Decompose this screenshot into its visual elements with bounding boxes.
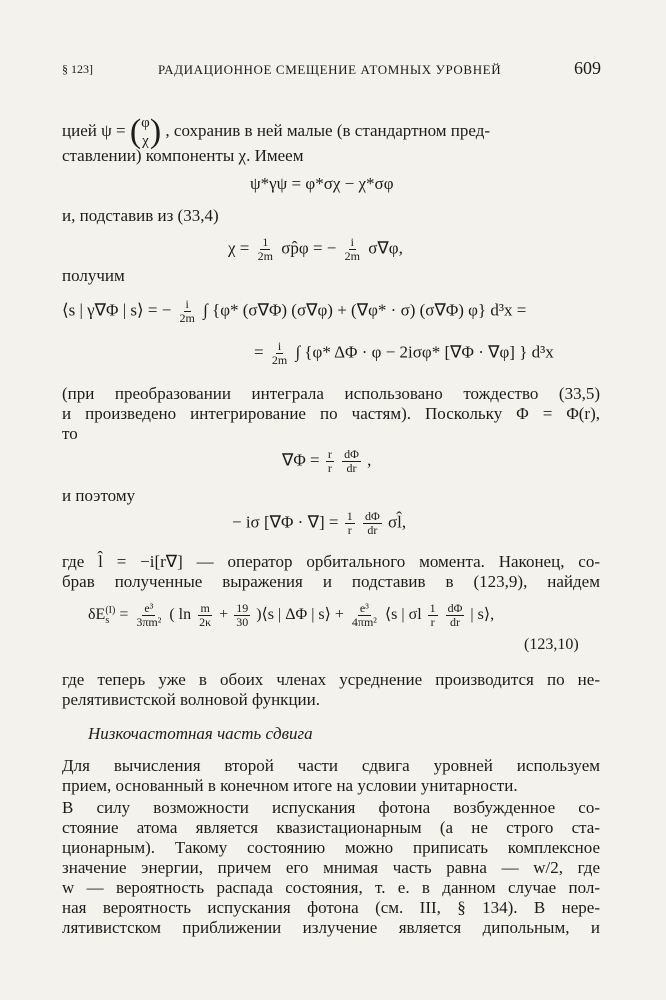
- equation: δE (I) s = $\frac{\text{e³}}{\text{3πm²}}$ ( ln $\frac{m}{2\kappa}$ + $\frac{19}{30}$ )⟨s | ΔΦ | s⟩ + $\frac{\text{e³}}{\text{4πm²}}$ ⟨s | σl $\frac{1}{r}$ $\frac{d\Phi}{dr}$ | s⟩,: [88, 601, 495, 629]
- equation: ⟨s | γ∇Φ | s⟩ = − $\frac{i}{2m}$ ∫ {φ* (σ∇Φ) (σ∇φ) + (∇φ* · σ) (σ∇Φ) φ} d³x =: [62, 297, 527, 325]
- text-line: прием, основанный в конечном итоге на условии унитарности.: [62, 776, 518, 795]
- text-line: то: [62, 424, 78, 443]
- text-line: (при преобразовании интеграла использовано тождество (33,5): [62, 384, 600, 403]
- text-line: ционарным). Такому состоянию можно приписать комплексное: [62, 838, 600, 857]
- equation: − iσ [∇Φ · ∇] = $\frac{1}{r}$ $\frac{d\Phi}{dr}$ σl̂,: [232, 509, 407, 537]
- text-line: В силу возможности испускания фотона возбужденное со-: [62, 798, 600, 817]
- section-subheading: Низкочастотная часть сдвига: [88, 724, 313, 743]
- text-line: стояние атома является квазистационарным (а не строго ста-: [62, 818, 600, 837]
- equation: ψ*γψ = φ*σχ − χ*σφ: [250, 174, 394, 193]
- section-marker: § 123]: [62, 62, 93, 76]
- text-line: w — вероятность распада состояния, т. е. в данном случае пол-: [62, 878, 600, 897]
- text-line: ставлении) компоненты χ. Имеем: [62, 146, 304, 165]
- text-line: релятивистской волновой функции.: [62, 690, 320, 709]
- text-line: получим: [62, 266, 125, 285]
- page-number: 609: [574, 58, 601, 78]
- text-line: и произведено интегрирование по частям). Поскольку Φ = Φ(r),: [62, 404, 600, 423]
- equation: = $\frac{i}{2m}$ ∫ {φ* ΔΦ · φ − 2iσφ* [∇Φ · ∇φ] } d³x: [254, 339, 554, 367]
- text-line: Для вычисления второй части сдвига уровней используем: [62, 756, 600, 775]
- text-line: и, подставив из (33,4): [62, 206, 219, 225]
- equation: χ = $\frac{1}{2m}$ σp̂φ = − $\frac{i}{2m}$ σ∇φ,: [228, 235, 403, 263]
- equation-number: (123,10): [524, 636, 579, 653]
- running-title: РАДИАЦИОННОЕ СМЕЩЕНИЕ АТОМНЫХ УРОВНЕЙ: [158, 62, 502, 77]
- text-line: где теперь уже в обоих членах усреднение производится по не-: [62, 670, 600, 689]
- text-line: ная вероятность испускания фотона (см. III, § 134). В нере-: [62, 898, 600, 917]
- text-line: значение энергии, причем его мнимая часть равна — w/2, где: [62, 858, 600, 877]
- text-line: и поэтому: [62, 486, 136, 505]
- column-vector: ( φ χ ): [129, 113, 162, 150]
- text-line: где l̂ = −i[r∇] — оператор орбитального момента. Наконец, со-: [62, 552, 600, 571]
- text-line: лятивистском приближении излучение является дипольным, и: [62, 918, 600, 937]
- text-line: брав полученные выражения и подставив в (123,9), найдем: [62, 572, 600, 591]
- equation: ∇Φ = $\frac{r}{r}$ $\frac{d\Phi}{dr}$ ,: [282, 447, 372, 475]
- text-line: цией ψ = ( φ χ ) , сохранив в ней малые (в стандартном пред-: [62, 113, 491, 150]
